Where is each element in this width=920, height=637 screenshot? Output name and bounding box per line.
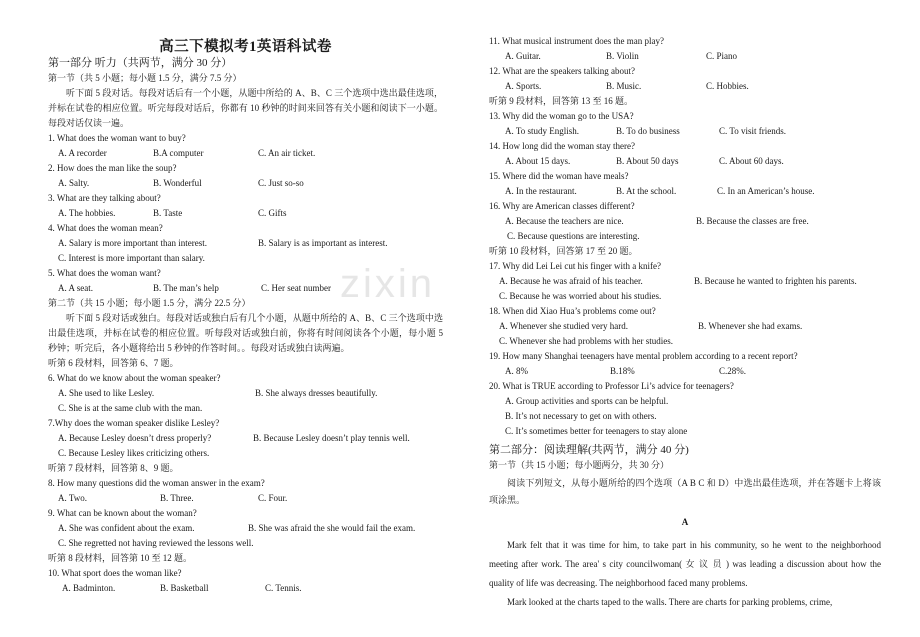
option-a: A. She used to like Lesley. [58, 388, 155, 398]
material-note-6: 听第 6 段材料，回答第 6、7 题。 [48, 358, 179, 368]
option-c: C. About 60 days. [719, 156, 784, 166]
option-c: C. Hobbies. [706, 81, 749, 91]
option-b: B. Because Lesley doesn’t play tennis well. [253, 433, 410, 443]
option-c: C. To visit friends. [719, 126, 786, 136]
option-b: B. Whenever she had exams. [698, 321, 803, 331]
question-13: 13. Why did the woman go to the USA? [489, 111, 634, 121]
question-4-options [48, 236, 443, 251]
option-a: A. Because the teachers are nice. [505, 216, 624, 226]
option-c: C. An air ticket. [258, 148, 316, 158]
question-5-options [48, 281, 443, 296]
question-11-options [489, 49, 881, 64]
option-a: A. Sports. [505, 81, 542, 91]
option-b: B.18% [610, 366, 635, 376]
part2-heading: 第二部分：阅读理解(共两节，满分 40 分) [489, 444, 689, 456]
option-c: C. Four. [258, 493, 288, 503]
part2-instructions: 阅读下列短文，从每小题所给的四个选项（A B C 和 D）中选出最佳选项，并在答题卡上将该项涂黑。 [489, 478, 881, 505]
question-6: 6. What do we know about the woman speaker? [48, 373, 221, 383]
option-c: C. Interest is more important than salary. [58, 253, 205, 263]
option-c: C. Because Lesley likes criticizing others. [58, 448, 210, 458]
option-a: A. Group activities and sports can be helpful. [505, 396, 669, 406]
option-b: B.A computer [153, 148, 204, 158]
option-a: A. The hobbies. [58, 208, 116, 218]
option-b: B. Salary is as important as interest. [258, 238, 388, 248]
question-3-options [48, 206, 443, 221]
option-a: A. Guitar. [505, 51, 541, 61]
option-b: B. Basketball [160, 583, 209, 593]
section2-instructions: 听下面 5 段对话或独白。每段对话或独白后有几个小题，从题中所给的 A、B、C 三个选项中选出最佳选项，并标在试卷的相应位置。听每段对话或独白前，你将有时间阅读各个小题，每小题 5 秒钟；听完后，各小题将给出 5 秒钟的作答时间。。每段对话或独白读两遍。 [48, 313, 443, 353]
question-14-options [489, 154, 881, 169]
question-12-options [489, 79, 881, 94]
left-column [48, 0, 443, 596]
part2-section1-heading: 第一节（共 15 小题；每小题两分，共 30 分） [489, 460, 670, 470]
question-12: 12. What are the speakers talking about? [489, 66, 636, 76]
question-19: 19. How many Shanghai teenagers have mental problem according to a recent report? [489, 351, 798, 361]
option-a: A. A recorder [58, 148, 107, 158]
option-b: B. Music. [606, 81, 642, 91]
option-b: B. Taste [153, 208, 183, 218]
watermark: zixin [340, 262, 436, 306]
option-c: C. Whenever she had problems with her studies. [499, 336, 674, 346]
question-8: 8. How many questions did the woman answer in the exam? [48, 478, 265, 488]
question-16-options [489, 214, 881, 229]
question-3: 3. What are they talking about? [48, 193, 161, 203]
option-b: B. Wonderful [153, 178, 202, 188]
material-note-10: 听第 10 段材料，回答第 17 至 20 题。 [489, 246, 638, 256]
question-6-options [48, 386, 443, 401]
material-note-8: 听第 8 段材料，回答第 10 至 12 题。 [48, 553, 193, 563]
passage-paragraph: Mark looked at the charts taped to the walls. There are charts for parking problems, crime, [507, 597, 833, 607]
option-c: C. Piano [706, 51, 738, 61]
option-a: A. Whenever she studied very hard. [499, 321, 629, 331]
question-10: 10. What sport does the woman like? [48, 568, 182, 578]
question-17-options [489, 274, 881, 289]
question-1: 1. What does the woman want to buy? [48, 133, 186, 143]
right-column [489, 34, 881, 612]
option-b: B. At the school. [616, 186, 677, 196]
option-b: B. Because the classes are free. [696, 216, 809, 226]
option-b: B. She always dresses beautifully. [255, 388, 378, 398]
question-2: 2. How does the man like the soup? [48, 163, 177, 173]
option-a: A. Because Lesley doesn’t dress properly? [58, 433, 212, 443]
section1-instructions: 听下面 5 段对话。每段对话后有一个小题，从题中所给的 A、B、C 三个选项中选出最佳选项，并标在试卷的相应位置。听完每段对话后，你都有 10 秒钟的时间来回答有关小题和阅读下一小题。每段对话仅读一遍。 [48, 88, 443, 128]
option-a: A. Salty. [58, 178, 90, 188]
option-c: C. Just so-so [258, 178, 304, 188]
option-b: B. Three. [160, 493, 194, 503]
passage-title: A [681, 517, 689, 527]
question-5: 5. What does the woman want? [48, 268, 161, 278]
question-4: 4. What does the woman mean? [48, 223, 163, 233]
option-a: A. Salary is more important than interest. [58, 238, 207, 248]
option-a: A. Because he was afraid of his teacher. [499, 276, 643, 286]
option-c: C. Her seat number [261, 283, 331, 293]
option-b: B. About 50 days [616, 156, 679, 166]
option-b: B. It’s not necessary to get on with others. [505, 411, 657, 421]
option-a: A. Badminton. [62, 583, 116, 593]
option-b: B. The man’s help [153, 283, 219, 293]
option-a: A. 8% [505, 366, 528, 376]
question-15-options [489, 184, 881, 199]
option-a: A. To study English. [505, 126, 579, 136]
section1-heading: 第一节（共 5 小题；每小题 1.5 分，满分 7.5 分） [48, 73, 242, 83]
question-9: 9. What can be known about the woman? [48, 508, 197, 518]
part1-heading: 第一部分 听力（共两节，满分 30 分） [48, 57, 233, 69]
question-14: 14. How long did the woman stay there? [489, 141, 635, 151]
option-a: A. She was confident about the exam. [58, 523, 195, 533]
option-c: C. Gifts [258, 208, 287, 218]
option-a: A. A seat. [58, 283, 93, 293]
option-c: C. Because he was worried about his studies. [499, 291, 662, 301]
option-c: C. She is at the same club with the man. [58, 403, 203, 413]
option-c: C. Tennis. [265, 583, 302, 593]
question-1-options [48, 146, 443, 161]
option-b: B. Because he wanted to frighten his parents. [694, 276, 857, 286]
question-7-options [48, 431, 443, 446]
question-13-options [489, 124, 881, 139]
question-20: 20. What is TRUE according to Professor Li’s advice for teenagers? [489, 381, 734, 391]
option-a: A. In the restaurant. [505, 186, 577, 196]
option-c: C. Because questions are interesting. [507, 231, 640, 241]
option-a: A. About 15 days. [505, 156, 571, 166]
question-18: 18. When did Xiao Hua’s problems come out? [489, 306, 656, 316]
page-title: 高三下模拟考1英语科试卷 [159, 39, 332, 55]
question-17: 17. Why did Lei Lei cut his finger with a knife? [489, 261, 662, 271]
question-18-options [489, 319, 881, 334]
question-16: 16. Why are American classes different? [489, 201, 635, 211]
material-note-7: 听第 7 段材料，回答第 8、9 题。 [48, 463, 179, 473]
question-15: 15. Where did the woman have meals? [489, 171, 629, 181]
question-9-options [48, 521, 443, 536]
question-7: 7.Why does the woman speaker dislike Lesley? [48, 418, 220, 428]
question-11: 11. What musical instrument does the man play? [489, 36, 664, 46]
option-c: C. In an American’s house. [717, 186, 815, 196]
option-c: C. It’s sometimes better for teenagers to stay alone [505, 426, 688, 436]
option-b: B. Violin [606, 51, 639, 61]
option-a: A. Two. [58, 493, 87, 503]
passage-paragraph: Mark felt that it was time for him, to take part in his community, so he went to the neighborhood meeting after work. The area' s city councilwoman( 女 议 员 ) was leading a discussion about how the quality of life was decreasing. The neighborhood faced many problems. [489, 540, 881, 588]
question-19-options [489, 364, 881, 379]
question-10-options [48, 581, 443, 596]
question-8-options [48, 491, 443, 506]
section2-heading: 第二节（共 15 小题；每小题 1.5 分，满分 22.5 分） [48, 298, 251, 308]
option-c: C.28%. [719, 366, 746, 376]
material-note-9: 听第 9 段材料，回答第 13 至 16 题。 [489, 96, 634, 106]
question-2-options [48, 176, 443, 191]
option-b: B. She was afraid the she would fail the exam. [248, 523, 416, 533]
option-c: C. She regretted not having reviewed the lessons well. [58, 538, 254, 548]
option-b: B. To do business [616, 126, 680, 136]
